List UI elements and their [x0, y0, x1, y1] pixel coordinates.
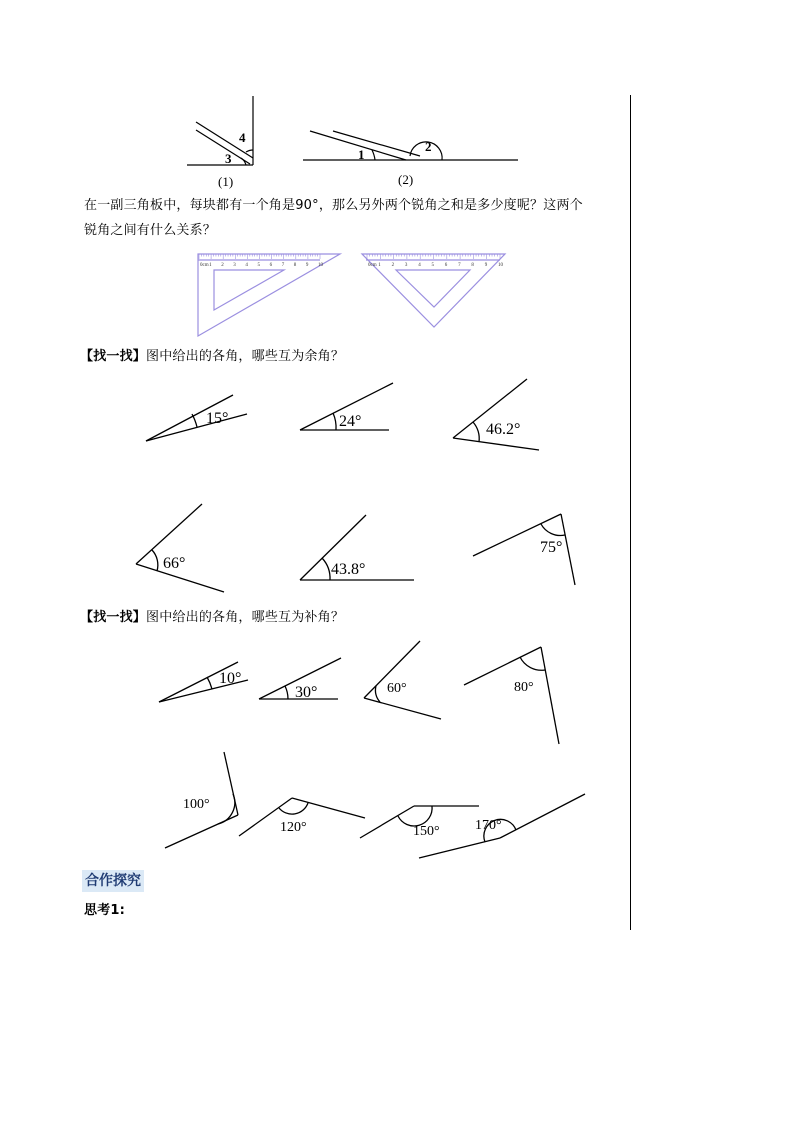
angle-label-2: 2: [425, 139, 432, 154]
find-supplement-prompt: [80, 606, 344, 630]
ruler-tick-label: 10: [318, 263, 323, 268]
find-complement-text: 图中给出的各角，哪些互为余角？: [146, 349, 345, 364]
find-supplement-text: 图中给出的各角，哪些互为补角？: [146, 610, 345, 625]
find-complement-prompt: [80, 345, 344, 369]
ruler-tick-label: 2: [391, 263, 395, 268]
ruler-tick-label: 3: [233, 263, 236, 268]
ruler-tick-label: 8: [293, 263, 297, 268]
angle-label-170: 170°: [475, 818, 502, 833]
ruler-tick-label: 4: [418, 263, 421, 268]
angle-label-120: 120°: [280, 820, 307, 835]
ruler-tick-label: 2: [221, 263, 224, 268]
angle-label-75: 75°: [540, 539, 563, 556]
ruler-unit-label: 0cm: [200, 263, 209, 268]
section-heading: 合作探究: [82, 870, 144, 892]
ruler-tick-label: 9: [484, 263, 488, 268]
ruler-tick-label: 10: [498, 263, 503, 268]
ruler-tick-label: 7: [281, 263, 285, 268]
figure-2-caption: (2): [398, 172, 414, 187]
ruler-tick-label: 9: [305, 263, 309, 268]
angle-label-80: 80°: [514, 680, 534, 695]
figure-2: [303, 131, 518, 160]
think-label: 思考1:: [84, 903, 126, 918]
find-supplement-bracket: 【找一找】: [80, 610, 147, 625]
angle-label-4: 4: [239, 130, 246, 145]
question-line-1: 在一副三角板中，每块都有一个角是90°，那么另外两个锐角之和是多少度呢？这两个: [84, 198, 583, 213]
angle-label-30: 30°: [295, 684, 318, 701]
ruler-tick-label: 8: [471, 263, 474, 268]
figure-1-caption: (1): [218, 174, 234, 189]
ruler-tick-label: 3: [404, 263, 408, 268]
ruler-tick-label: 1: [209, 263, 212, 268]
ruler-tick-label: 5: [431, 263, 434, 268]
ruler-tick-label: 7: [458, 263, 461, 268]
ruler-tick-label: 5: [257, 263, 260, 268]
angle-label-3: 3: [225, 151, 232, 166]
angle-label-43-8: 43.8°: [331, 561, 366, 578]
ruler-tick-label: 1: [378, 263, 381, 268]
angle-label-66: 66°: [163, 555, 186, 572]
angle-label-150: 150°: [413, 824, 440, 839]
angle-label-1: 1: [358, 147, 365, 162]
angle-label-15: 15°: [206, 410, 229, 427]
ruler-tick-label: 4: [245, 263, 248, 268]
ruler-tick-label: 6: [444, 263, 448, 268]
angle-label-46-2: 46.2°: [486, 421, 521, 438]
angle-label-100: 100°: [183, 797, 210, 812]
question-line-2: 锐角之间有什么关系？: [84, 223, 217, 238]
angle-label-60: 60°: [387, 681, 407, 696]
find-complement-bracket: 【找一找】: [80, 349, 147, 364]
ruler-unit-label: 0cm: [368, 263, 377, 268]
ruler-tick-label: 6: [269, 263, 273, 268]
ruler-ticks: [199, 254, 504, 268]
angle-label-10: 10°: [219, 670, 242, 687]
angle-label-24: 24°: [339, 413, 362, 430]
